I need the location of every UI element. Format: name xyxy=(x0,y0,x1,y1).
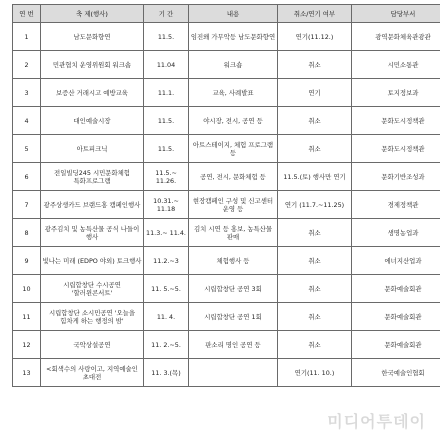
cell-date: 11. 2.~5. xyxy=(144,331,189,359)
cell-status: 연기(11.12.) xyxy=(278,23,352,51)
table-row xyxy=(13,219,440,247)
cell-no: 6 xyxy=(13,163,41,191)
cell-no: 2 xyxy=(13,51,41,79)
cell-date: 11.04 xyxy=(144,51,189,79)
cell-dept: 문화도시정책관 xyxy=(352,107,440,135)
cell-status: 취소 xyxy=(278,275,352,303)
cell-status: 연기 xyxy=(278,79,352,107)
cell-dept: 경제정책관 xyxy=(352,191,440,219)
cell-content: 체험행사 등 xyxy=(189,247,278,275)
table-row xyxy=(13,359,440,387)
cell-status: 취소 xyxy=(278,51,352,79)
cell-status: 취소 xyxy=(278,331,352,359)
cell-title: 남도문화향연 xyxy=(41,23,144,51)
table-row xyxy=(13,79,440,107)
cell-title: <회색수의 사랑이고, 지역예술인 초대전 xyxy=(41,359,144,387)
cell-content: 임진왜 가무악등 남도문화향연 xyxy=(189,23,278,51)
cell-title: 보증산 거래시고 예방교육 xyxy=(41,79,144,107)
cell-dept: 문화예술회관 xyxy=(352,331,440,359)
table-row xyxy=(13,191,440,219)
cell-date: 11. 3.(목) xyxy=(144,359,189,387)
cell-title: 국악상설공연 xyxy=(41,331,144,359)
cell-date: 11. 5.~5. xyxy=(144,275,189,303)
cell-content: 판소리 명인 공연 등 xyxy=(189,331,278,359)
cell-dept: 문화도시정책관 xyxy=(352,135,440,163)
table-row xyxy=(13,23,440,51)
cell-title: 광주상생카드 브랜드홍 캠페인행사 xyxy=(41,191,144,219)
cell-status: 11.5.(토) 행사만 연기 xyxy=(278,163,352,191)
cell-content: 아트스테이지, 체험 프로그램 등 xyxy=(189,135,278,163)
cell-no: 11 xyxy=(13,303,41,331)
cell-status: 취소 xyxy=(278,303,352,331)
watermark: 미디어투데이 xyxy=(327,412,426,431)
cell-no: 4 xyxy=(13,107,41,135)
cell-date: 11.5. xyxy=(144,107,189,135)
cell-content: 현장캠페인 구성 및 신고센터 운영 등 xyxy=(189,191,278,219)
table-row xyxy=(13,247,440,275)
header-status: 취소/연기 여부 xyxy=(278,5,352,23)
cell-date: 11.5. xyxy=(144,23,189,51)
cell-content: 시립합창단 공연 1회 xyxy=(189,303,278,331)
cell-title: 빛나는 미래 (EDPO 야외) 토크행사 xyxy=(41,247,144,275)
cell-date: 11.2.~3 xyxy=(144,247,189,275)
cell-title: 민관협치 운영위원회 워크숍 xyxy=(41,51,144,79)
table-row xyxy=(13,107,440,135)
table-row xyxy=(13,135,440,163)
cell-title: 대인예술시장 xyxy=(41,107,144,135)
cell-content: 워크숍 xyxy=(189,51,278,79)
table-row xyxy=(13,331,440,359)
cell-dept: 문화예술회관 xyxy=(352,303,440,331)
cell-dept: 한국예술인협회 xyxy=(352,359,440,387)
cell-content xyxy=(189,359,278,387)
cell-status: 연기(11. 10.) xyxy=(278,359,352,387)
header-no: 연 번 xyxy=(13,5,41,23)
header-date: 기 간 xyxy=(144,5,189,23)
cell-no: 8 xyxy=(13,219,41,247)
cell-dept: 생명농업과 xyxy=(352,219,440,247)
cell-status: 연기 (11.7.~11.25) xyxy=(278,191,352,219)
cell-no: 13 xyxy=(13,359,41,387)
cell-no: 1 xyxy=(13,23,41,51)
cell-status: 취소 xyxy=(278,219,352,247)
table-header-row xyxy=(13,5,440,23)
cell-dept: 시민소통관 xyxy=(352,51,440,79)
cell-date: 11.1. xyxy=(144,79,189,107)
cell-no: 5 xyxy=(13,135,41,163)
header-content: 내용 xyxy=(189,5,278,23)
cell-date: 10.31.~ 11.18 xyxy=(144,191,189,219)
cell-title: 광주김치 및 농특산물 공식 나들이 행사 xyxy=(41,219,144,247)
cell-content: 김치 시연 등 홍보, 농특산물 판매 xyxy=(189,219,278,247)
cell-content: 시립합창단 공연 3회 xyxy=(189,275,278,303)
cell-dept: 광역문화체육관광관 xyxy=(352,23,440,51)
cell-date: 11.5. xyxy=(144,135,189,163)
table-row xyxy=(13,275,440,303)
table-row xyxy=(13,303,440,331)
cell-no: 3 xyxy=(13,79,41,107)
cell-content: 공연, 전시, 문화체험 등 xyxy=(189,163,278,191)
cell-status: 취소 xyxy=(278,247,352,275)
event-schedule-table xyxy=(12,4,440,387)
cell-date: 11.3.~ 11.4. xyxy=(144,219,189,247)
cell-no: 12 xyxy=(13,331,41,359)
cell-title: 전일빌딩245 시민문화체험 특화프로그램 xyxy=(41,163,144,191)
cell-no: 9 xyxy=(13,247,41,275)
cell-title: 시립합창단 소시민공연 '오늘을 힘차게 하는 행정의 밤' xyxy=(41,303,144,331)
table-row xyxy=(13,51,440,79)
cell-content: 야시장, 전시, 공연 등 xyxy=(189,107,278,135)
cell-no: 7 xyxy=(13,191,41,219)
cell-title: 아트피크닉 xyxy=(41,135,144,163)
cell-dept: 에너지산업과 xyxy=(352,247,440,275)
cell-dept: 문화기반조성과 xyxy=(352,163,440,191)
cell-no: 10 xyxy=(13,275,41,303)
cell-date: 11. 4. xyxy=(144,303,189,331)
cell-dept: 문화예술회관 xyxy=(352,275,440,303)
cell-title: 시립합창단 수시공연 '할러윈콘서트' xyxy=(41,275,144,303)
table-row xyxy=(13,163,440,191)
cell-status: 취소 xyxy=(278,107,352,135)
cell-content: 교육, 사례발표 xyxy=(189,79,278,107)
header-title: 축 제(행사) xyxy=(41,5,144,23)
header-dept: 담당부서 xyxy=(352,5,440,23)
cell-date: 11.5.~ 11.26. xyxy=(144,163,189,191)
cell-dept: 토지정보과 xyxy=(352,79,440,107)
cell-status: 취소 xyxy=(278,135,352,163)
